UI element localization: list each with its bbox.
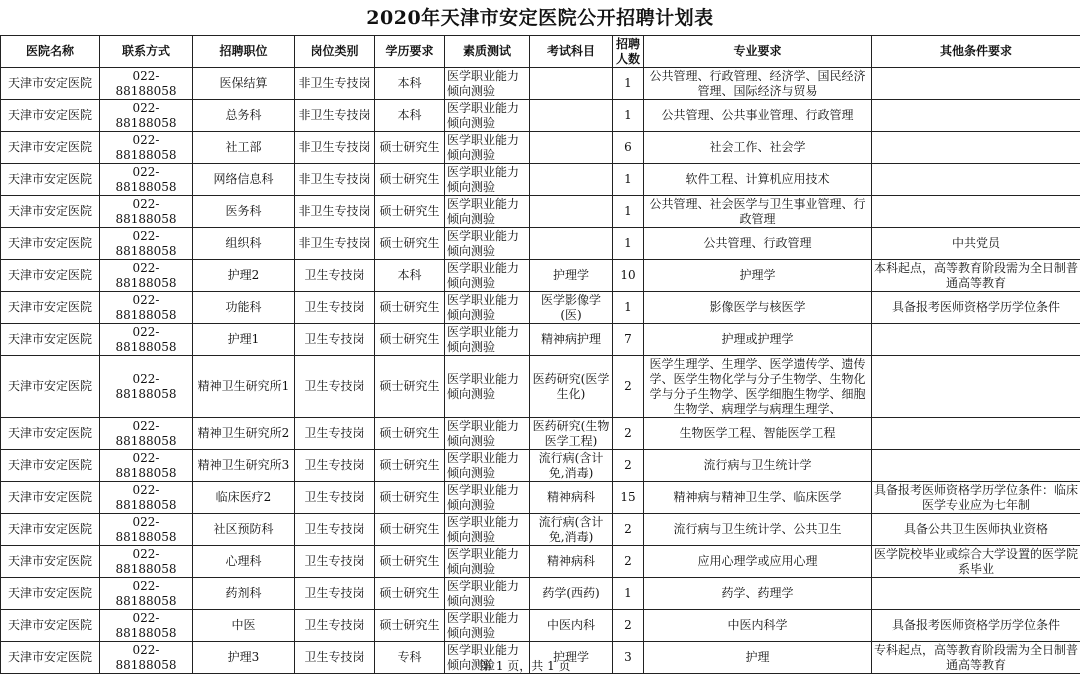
cell-other-requirement	[872, 132, 1080, 164]
cell-hospital-name: 天津市安定医院	[1, 132, 100, 164]
cell-major-requirement: 公共管理、公共事业管理、行政管理	[644, 100, 872, 132]
cell-other-requirement	[872, 164, 1080, 196]
cell-quality-test: 医学职业能力倾向测验	[445, 450, 530, 482]
cell-other-requirement: 具备公共卫生医师执业资格	[872, 514, 1080, 546]
header-headcount: 招聘人数	[613, 36, 644, 68]
cell-major-requirement: 医学生理学、生理学、医学遗传学、遗传学、医学生物化学与分子生物学、生物化学与分子生物学、医学细胞生物学、细胞生物学、病理学与病理生理学、	[644, 356, 872, 418]
cell-education: 硕士研究生	[375, 514, 445, 546]
cell-quality-test: 医学职业能力倾向测验	[445, 418, 530, 450]
cell-quality-test: 医学职业能力倾向测验	[445, 324, 530, 356]
cell-hospital-name: 天津市安定医院	[1, 356, 100, 418]
cell-exam-subject: 精神病护理	[530, 324, 613, 356]
cell-position: 总务科	[193, 100, 295, 132]
cell-position-type: 卫生专技岗	[295, 324, 375, 356]
cell-major-requirement: 药学、药理学	[644, 578, 872, 610]
cell-education: 硕士研究生	[375, 228, 445, 260]
header-position-type: 岗位类别	[295, 36, 375, 68]
cell-exam-subject: 护理学	[530, 642, 613, 674]
table-row	[1, 164, 1080, 196]
cell-other-requirement	[872, 68, 1080, 100]
cell-education: 硕士研究生	[375, 418, 445, 450]
cell-position-type: 卫生专技岗	[295, 450, 375, 482]
table-row	[1, 356, 1080, 418]
cell-headcount: 2	[613, 450, 644, 482]
cell-other-requirement: 中共党员	[872, 228, 1080, 260]
cell-hospital-name: 天津市安定医院	[1, 610, 100, 642]
cell-headcount: 1	[613, 164, 644, 196]
cell-contact: 022-88188058	[100, 610, 193, 642]
cell-contact: 022-88188058	[100, 68, 193, 100]
cell-exam-subject: 医药研究(生物医学工程)	[530, 418, 613, 450]
cell-quality-test: 医学职业能力倾向测验	[445, 228, 530, 260]
cell-position: 医务科	[193, 196, 295, 228]
cell-education: 硕士研究生	[375, 482, 445, 514]
cell-education: 硕士研究生	[375, 324, 445, 356]
page-footer: 第 1 页，共 1 页	[480, 659, 571, 673]
cell-quality-test: 医学职业能力倾向测验	[445, 482, 530, 514]
cell-exam-subject: 药学(西药)	[530, 578, 613, 610]
cell-position-type: 卫生专技岗	[295, 418, 375, 450]
cell-position: 护理3	[193, 642, 295, 674]
cell-position-type: 非卫生专技岗	[295, 228, 375, 260]
cell-contact: 022-88188058	[100, 356, 193, 418]
cell-contact: 022-88188058	[100, 578, 193, 610]
table-row	[1, 260, 1080, 292]
cell-quality-test: 医学职业能力倾向测验	[445, 610, 530, 642]
cell-major-requirement: 生物医学工程、智能医学工程	[644, 418, 872, 450]
cell-exam-subject: 流行病(含计免,消毒)	[530, 450, 613, 482]
cell-headcount: 2	[613, 356, 644, 418]
cell-position-type: 卫生专技岗	[295, 610, 375, 642]
cell-headcount: 7	[613, 324, 644, 356]
header-major-requirement: 专业要求	[644, 36, 872, 68]
table-row	[1, 100, 1080, 132]
header-position: 招聘职位	[193, 36, 295, 68]
cell-position-type: 卫生专技岗	[295, 356, 375, 418]
cell-hospital-name: 天津市安定医院	[1, 100, 100, 132]
cell-major-requirement: 护理学	[644, 260, 872, 292]
cell-position-type: 卫生专技岗	[295, 482, 375, 514]
cell-contact: 022-88188058	[100, 164, 193, 196]
cell-headcount: 1	[613, 196, 644, 228]
cell-exam-subject: 医学影像学(医)	[530, 292, 613, 324]
cell-exam-subject	[530, 132, 613, 164]
cell-headcount: 1	[613, 578, 644, 610]
cell-hospital-name: 天津市安定医院	[1, 418, 100, 450]
cell-hospital-name: 天津市安定医院	[1, 578, 100, 610]
header-quality-test: 素质测试	[445, 36, 530, 68]
cell-contact: 022-88188058	[100, 514, 193, 546]
cell-hospital-name: 天津市安定医院	[1, 196, 100, 228]
cell-headcount: 1	[613, 100, 644, 132]
cell-contact: 022-88188058	[100, 228, 193, 260]
table-row	[1, 292, 1080, 324]
cell-headcount: 1	[613, 68, 644, 100]
cell-quality-test: 医学职业能力倾向测验	[445, 196, 530, 228]
cell-headcount: 6	[613, 132, 644, 164]
cell-other-requirement: 具备报考医师资格学历学位条件	[872, 292, 1080, 324]
cell-education: 硕士研究生	[375, 578, 445, 610]
cell-other-requirement: 具备报考医师资格学历学位条件：临床医学专业应为七年制	[872, 482, 1080, 514]
cell-other-requirement	[872, 356, 1080, 418]
cell-education: 硕士研究生	[375, 164, 445, 196]
cell-other-requirement: 具备报考医师资格学历学位条件	[872, 610, 1080, 642]
cell-position: 组织科	[193, 228, 295, 260]
cell-quality-test: 医学职业能力倾向测验	[445, 164, 530, 196]
cell-education: 本科	[375, 260, 445, 292]
cell-major-requirement: 公共管理、行政管理、经济学、国民经济管理、国际经济与贸易	[644, 68, 872, 100]
cell-contact: 022-88188058	[100, 324, 193, 356]
cell-position: 社工部	[193, 132, 295, 164]
cell-exam-subject: 精神病科	[530, 546, 613, 578]
cell-position: 临床医疗2	[193, 482, 295, 514]
cell-hospital-name: 天津市安定医院	[1, 514, 100, 546]
cell-quality-test: 医学职业能力倾向测验	[445, 132, 530, 164]
cell-major-requirement: 社会工作、社会学	[644, 132, 872, 164]
cell-contact: 022-88188058	[100, 642, 193, 674]
cell-contact: 022-88188058	[100, 546, 193, 578]
cell-education: 硕士研究生	[375, 356, 445, 418]
cell-hospital-name: 天津市安定医院	[1, 260, 100, 292]
cell-hospital-name: 天津市安定医院	[1, 292, 100, 324]
cell-education: 硕士研究生	[375, 132, 445, 164]
cell-headcount: 2	[613, 418, 644, 450]
cell-education: 本科	[375, 68, 445, 100]
cell-contact: 022-88188058	[100, 292, 193, 324]
cell-contact: 022-88188058	[100, 450, 193, 482]
table-row	[1, 546, 1080, 578]
cell-position-type: 卫生专技岗	[295, 642, 375, 674]
cell-position: 护理2	[193, 260, 295, 292]
cell-hospital-name: 天津市安定医院	[1, 324, 100, 356]
cell-major-requirement: 护理	[644, 642, 872, 674]
cell-headcount: 1	[613, 292, 644, 324]
table-row	[1, 132, 1080, 164]
table-row	[1, 578, 1080, 610]
cell-hospital-name: 天津市安定医院	[1, 482, 100, 514]
table-row	[1, 324, 1080, 356]
cell-position-type: 非卫生专技岗	[295, 196, 375, 228]
cell-position: 医保结算	[193, 68, 295, 100]
cell-exam-subject	[530, 164, 613, 196]
table-row	[1, 482, 1080, 514]
cell-headcount: 2	[613, 514, 644, 546]
cell-major-requirement: 中医内科学	[644, 610, 872, 642]
cell-other-requirement	[872, 196, 1080, 228]
cell-contact: 022-88188058	[100, 196, 193, 228]
cell-major-requirement: 软件工程、计算机应用技术	[644, 164, 872, 196]
cell-headcount: 15	[613, 482, 644, 514]
cell-position-type: 非卫生专技岗	[295, 132, 375, 164]
cell-position: 精神卫生研究所1	[193, 356, 295, 418]
cell-other-requirement	[872, 578, 1080, 610]
cell-other-requirement: 专科起点，高等教育阶段需为全日制普通高等教育	[872, 642, 1080, 674]
table-row	[1, 514, 1080, 546]
cell-position: 社区预防科	[193, 514, 295, 546]
cell-position: 精神卫生研究所3	[193, 450, 295, 482]
cell-headcount: 1	[613, 228, 644, 260]
cell-major-requirement: 护理或护理学	[644, 324, 872, 356]
cell-quality-test: 医学职业能力倾向测验	[445, 642, 530, 674]
cell-position-type: 卫生专技岗	[295, 514, 375, 546]
cell-contact: 022-88188058	[100, 260, 193, 292]
cell-position: 功能科	[193, 292, 295, 324]
cell-position-type: 卫生专技岗	[295, 260, 375, 292]
cell-hospital-name: 天津市安定医院	[1, 164, 100, 196]
cell-position: 心理科	[193, 546, 295, 578]
cell-other-requirement	[872, 324, 1080, 356]
header-exam-subject: 考试科目	[530, 36, 613, 68]
cell-position: 网络信息科	[193, 164, 295, 196]
cell-headcount: 2	[613, 610, 644, 642]
cell-major-requirement: 影像医学与核医学	[644, 292, 872, 324]
cell-hospital-name: 天津市安定医院	[1, 546, 100, 578]
cell-quality-test: 医学职业能力倾向测验	[445, 68, 530, 100]
cell-headcount: 3	[613, 642, 644, 674]
header-education: 学历要求	[375, 36, 445, 68]
cell-education: 硕士研究生	[375, 546, 445, 578]
cell-exam-subject: 护理学	[530, 260, 613, 292]
cell-position: 药剂科	[193, 578, 295, 610]
table-row	[1, 418, 1080, 450]
cell-quality-test: 医学职业能力倾向测验	[445, 546, 530, 578]
table-row	[1, 228, 1080, 260]
cell-other-requirement	[872, 100, 1080, 132]
cell-headcount: 10	[613, 260, 644, 292]
cell-exam-subject: 精神病科	[530, 482, 613, 514]
header-contact: 联系方式	[100, 36, 193, 68]
header-other-requirement: 其他条件要求	[872, 36, 1080, 68]
cell-quality-test: 医学职业能力倾向测验	[445, 100, 530, 132]
cell-education: 硕士研究生	[375, 292, 445, 324]
cell-other-requirement: 本科起点，高等教育阶段需为全日制普通高等教育	[872, 260, 1080, 292]
cell-other-requirement: 医学院校毕业或综合大学设置的医学院系毕业	[872, 546, 1080, 578]
cell-position: 护理1	[193, 324, 295, 356]
cell-headcount: 2	[613, 546, 644, 578]
cell-position: 精神卫生研究所2	[193, 418, 295, 450]
cell-education: 硕士研究生	[375, 450, 445, 482]
cell-education: 本科	[375, 100, 445, 132]
cell-education: 硕士研究生	[375, 196, 445, 228]
cell-quality-test: 医学职业能力倾向测验	[445, 578, 530, 610]
cell-quality-test: 医学职业能力倾向测验	[445, 260, 530, 292]
cell-exam-subject: 医药研究(医学生化)	[530, 356, 613, 418]
cell-major-requirement: 流行病与卫生统计学	[644, 450, 872, 482]
cell-hospital-name: 天津市安定医院	[1, 642, 100, 674]
cell-quality-test: 医学职业能力倾向测验	[445, 356, 530, 418]
cell-quality-test: 医学职业能力倾向测验	[445, 514, 530, 546]
cell-education: 硕士研究生	[375, 610, 445, 642]
cell-hospital-name: 天津市安定医院	[1, 450, 100, 482]
cell-position-type: 非卫生专技岗	[295, 100, 375, 132]
table-row	[1, 68, 1080, 100]
table-header-row	[1, 36, 1080, 68]
cell-other-requirement	[872, 418, 1080, 450]
cell-hospital-name: 天津市安定医院	[1, 228, 100, 260]
cell-quality-test: 医学职业能力倾向测验	[445, 292, 530, 324]
page-title: 2020年天津市安定医院公开招聘计划表	[366, 7, 714, 29]
cell-exam-subject	[530, 68, 613, 100]
cell-contact: 022-88188058	[100, 132, 193, 164]
cell-exam-subject	[530, 196, 613, 228]
cell-exam-subject	[530, 228, 613, 260]
cell-other-requirement	[872, 450, 1080, 482]
cell-exam-subject: 中医内科	[530, 610, 613, 642]
cell-hospital-name: 天津市安定医院	[1, 68, 100, 100]
cell-major-requirement: 精神病与精神卫生学、临床医学	[644, 482, 872, 514]
cell-position: 中医	[193, 610, 295, 642]
table-row	[1, 610, 1080, 642]
table-row	[1, 196, 1080, 228]
cell-exam-subject	[530, 100, 613, 132]
cell-contact: 022-88188058	[100, 100, 193, 132]
cell-major-requirement: 公共管理、社会医学与卫生事业管理、行政管理	[644, 196, 872, 228]
cell-position-type: 卫生专技岗	[295, 546, 375, 578]
cell-major-requirement: 应用心理学或应用心理	[644, 546, 872, 578]
header-hospital-name: 医院名称	[1, 36, 100, 68]
cell-contact: 022-88188058	[100, 482, 193, 514]
recruitment-table	[0, 35, 1080, 674]
cell-position-type: 非卫生专技岗	[295, 164, 375, 196]
cell-major-requirement: 流行病与卫生统计学、公共卫生	[644, 514, 872, 546]
cell-contact: 022-88188058	[100, 418, 193, 450]
table-row	[1, 450, 1080, 482]
cell-position-type: 卫生专技岗	[295, 292, 375, 324]
cell-exam-subject: 流行病(含计免,消毒)	[530, 514, 613, 546]
cell-education: 专科	[375, 642, 445, 674]
cell-position-type: 卫生专技岗	[295, 578, 375, 610]
cell-major-requirement: 公共管理、行政管理	[644, 228, 872, 260]
cell-position-type: 非卫生专技岗	[295, 68, 375, 100]
